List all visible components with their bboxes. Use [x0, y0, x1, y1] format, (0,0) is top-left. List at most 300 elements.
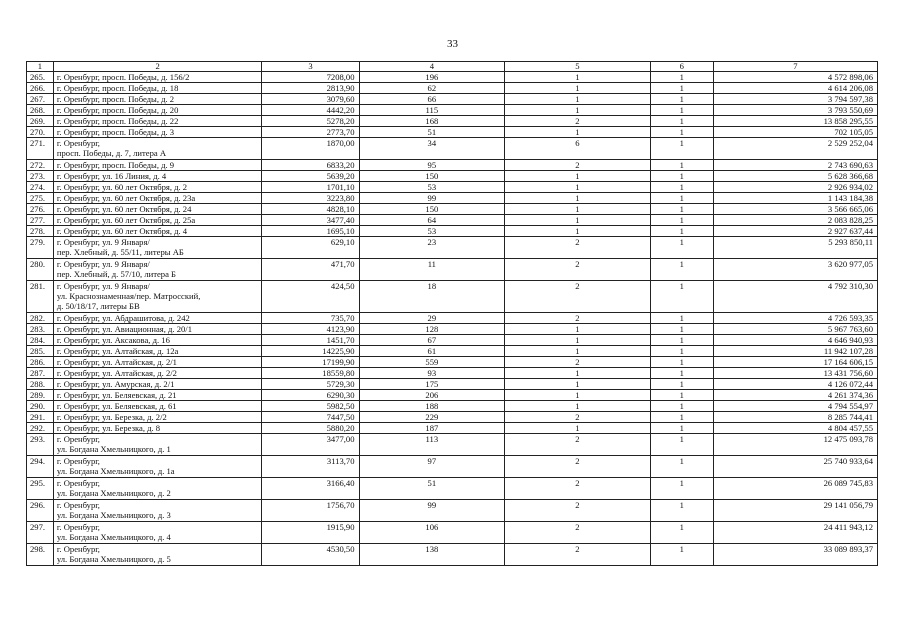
address-line: г. Оренбург,	[56, 522, 100, 532]
row-number-cell: 287.	[27, 368, 54, 379]
area-cell: 1915,90	[262, 522, 359, 544]
row-number-cell: 292.	[27, 423, 54, 434]
table-row	[27, 259, 878, 281]
column-5-cell: 2	[505, 357, 651, 368]
address-cell	[53, 72, 262, 83]
address-cell	[53, 215, 262, 226]
count-cell: 11	[359, 259, 505, 281]
area-cell: 3166,40	[262, 478, 359, 500]
row-number-cell: 279.	[27, 237, 54, 259]
address-line: г. Оренбург, просп. Победы, д. 156/2	[56, 72, 190, 82]
column-5-cell: 1	[505, 105, 651, 116]
column-number: 4	[359, 62, 505, 72]
column-5-cell: 1	[505, 401, 651, 412]
registry-table	[26, 61, 878, 566]
area-cell: 1451,70	[262, 335, 359, 346]
address-line: г. Оренбург, просп. Победы, д. 9	[56, 160, 175, 170]
column-6-cell: 1	[650, 423, 713, 434]
row-number-cell: 282.	[27, 313, 54, 324]
address-line: пер. Хлебный, д. 57/10, литера Б	[56, 269, 176, 279]
address-line: ул. Богдана Хмельницкого, д. 2	[56, 488, 171, 498]
table-row	[27, 412, 878, 423]
column-6-cell: 1	[650, 390, 713, 401]
address-line: г. Оренбург, просп. Победы, д. 2	[56, 94, 175, 104]
address-cell	[53, 522, 262, 544]
table-row	[27, 500, 878, 522]
column-5-cell: 2	[505, 313, 651, 324]
area-cell: 3113,70	[262, 456, 359, 478]
registry-table-body	[27, 62, 878, 566]
column-6-cell: 1	[650, 456, 713, 478]
table-row	[27, 127, 878, 138]
area-cell: 735,70	[262, 313, 359, 324]
address-line: г. Оренбург, ул. Алтайская, д. 2/2	[56, 368, 177, 378]
column-6-cell: 1	[650, 94, 713, 105]
column-6-cell: 1	[650, 116, 713, 127]
address-cell	[53, 138, 262, 160]
cost-cell: 1 143 184,38	[713, 193, 877, 204]
address-cell	[53, 116, 262, 127]
table-row	[27, 83, 878, 94]
table-row	[27, 116, 878, 127]
address-line: пер. Хлебный, д. 55/11, литеры АБ	[56, 247, 184, 257]
column-6-cell: 1	[650, 346, 713, 357]
count-cell: 53	[359, 182, 505, 193]
area-cell: 18559,80	[262, 368, 359, 379]
area-cell: 4530,50	[262, 544, 359, 566]
row-number-cell: 288.	[27, 379, 54, 390]
area-cell: 5880,20	[262, 423, 359, 434]
address-cell	[53, 193, 262, 204]
row-number-cell: 295.	[27, 478, 54, 500]
address-cell	[53, 83, 262, 94]
cost-cell: 11 942 107,28	[713, 346, 877, 357]
area-cell: 5729,30	[262, 379, 359, 390]
row-number-cell: 298.	[27, 544, 54, 566]
row-number-cell: 274.	[27, 182, 54, 193]
row-number-cell: 267.	[27, 94, 54, 105]
address-line: ул. Богдана Хмельницкого, д. 5	[56, 554, 171, 564]
table-row	[27, 182, 878, 193]
column-number: 5	[505, 62, 651, 72]
area-cell: 2813,90	[262, 83, 359, 94]
cost-cell: 3 620 977,05	[713, 259, 877, 281]
address-cell	[53, 237, 262, 259]
table-row	[27, 138, 878, 160]
address-line: г. Оренбург, ул. 60 лет Октября, д. 2	[56, 182, 188, 192]
count-cell: 128	[359, 324, 505, 335]
area-cell: 2773,70	[262, 127, 359, 138]
cost-cell: 4 126 072,44	[713, 379, 877, 390]
address-line: г. Оренбург, ул. 60 лет Октября, д. 4	[56, 226, 188, 236]
row-number-cell: 296.	[27, 500, 54, 522]
address-line: г. Оренбург, ул. 9 Января/	[56, 237, 150, 247]
address-line: ул. Краснознаменная/пер. Матросский,	[56, 291, 201, 301]
column-6-cell: 1	[650, 379, 713, 390]
address-cell	[53, 204, 262, 215]
address-cell	[53, 357, 262, 368]
row-number-cell: 297.	[27, 522, 54, 544]
address-cell	[53, 94, 262, 105]
table-row	[27, 434, 878, 456]
address-cell	[53, 346, 262, 357]
area-cell: 1701,10	[262, 182, 359, 193]
area-cell: 5982,50	[262, 401, 359, 412]
cost-cell: 702 105,05	[713, 127, 877, 138]
column-6-cell: 1	[650, 522, 713, 544]
column-5-cell: 2	[505, 434, 651, 456]
table-row	[27, 313, 878, 324]
cost-cell: 4 646 940,93	[713, 335, 877, 346]
column-6-cell: 1	[650, 127, 713, 138]
table-row	[27, 390, 878, 401]
count-cell: 99	[359, 500, 505, 522]
row-number-cell: 294.	[27, 456, 54, 478]
table-row	[27, 368, 878, 379]
address-cell	[53, 412, 262, 423]
column-6-cell: 1	[650, 237, 713, 259]
column-5-cell: 1	[505, 72, 651, 83]
row-number-cell: 291.	[27, 412, 54, 423]
area-cell: 424,50	[262, 281, 359, 313]
column-6-cell: 1	[650, 215, 713, 226]
cost-cell: 3 794 597,38	[713, 94, 877, 105]
cost-cell: 12 475 093,78	[713, 434, 877, 456]
column-6-cell: 1	[650, 434, 713, 456]
table-row	[27, 215, 878, 226]
address-line: просп. Победы, д. 7, литера А	[56, 148, 167, 158]
column-5-cell: 1	[505, 94, 651, 105]
column-6-cell: 1	[650, 324, 713, 335]
address-line: г. Оренбург, ул. Аксакова, д. 16	[56, 335, 170, 345]
column-5-cell: 2	[505, 116, 651, 127]
cost-cell: 4 614 206,08	[713, 83, 877, 94]
count-cell: 106	[359, 522, 505, 544]
column-6-cell: 1	[650, 182, 713, 193]
count-cell: 51	[359, 127, 505, 138]
column-6-cell: 1	[650, 105, 713, 116]
count-cell: 188	[359, 401, 505, 412]
address-cell	[53, 182, 262, 193]
column-6-cell: 1	[650, 335, 713, 346]
area-cell: 5639,20	[262, 171, 359, 182]
count-cell: 34	[359, 138, 505, 160]
address-line: г. Оренбург, ул. 60 лет Октября, д. 23а	[56, 193, 196, 203]
address-cell	[53, 390, 262, 401]
area-cell: 17199,90	[262, 357, 359, 368]
area-cell: 471,70	[262, 259, 359, 281]
cost-cell: 13 858 295,55	[713, 116, 877, 127]
column-5-cell: 1	[505, 324, 651, 335]
count-cell: 53	[359, 226, 505, 237]
column-number-row	[27, 62, 878, 72]
address-line: г. Оренбург, ул. Беляевская, д. 61	[56, 401, 177, 411]
row-number-cell: 269.	[27, 116, 54, 127]
area-cell: 3079,60	[262, 94, 359, 105]
cost-cell: 2 743 690,63	[713, 160, 877, 171]
area-cell: 6290,30	[262, 390, 359, 401]
address-line: г. Оренбург, просп. Победы, д. 22	[56, 116, 179, 126]
row-number-cell: 290.	[27, 401, 54, 412]
cost-cell: 3 566 665,06	[713, 204, 877, 215]
address-line: г. Оренбург, ул. 60 лет Октября, д. 24	[56, 204, 192, 214]
column-number: 3	[262, 62, 359, 72]
column-6-cell: 1	[650, 500, 713, 522]
count-cell: 18	[359, 281, 505, 313]
cost-cell: 3 793 550,69	[713, 105, 877, 116]
column-5-cell: 1	[505, 346, 651, 357]
column-5-cell: 1	[505, 215, 651, 226]
address-line: д. 50/18/17, литеры БВ	[56, 301, 140, 311]
address-cell	[53, 226, 262, 237]
cost-cell: 2 083 828,25	[713, 215, 877, 226]
address-cell	[53, 259, 262, 281]
row-number-cell: 286.	[27, 357, 54, 368]
count-cell: 99	[359, 193, 505, 204]
count-cell: 62	[359, 83, 505, 94]
address-cell	[53, 434, 262, 456]
cost-cell: 24 411 943,12	[713, 522, 877, 544]
address-cell	[53, 500, 262, 522]
row-number-cell: 285.	[27, 346, 54, 357]
column-6-cell: 1	[650, 259, 713, 281]
row-number-cell: 283.	[27, 324, 54, 335]
address-cell	[53, 379, 262, 390]
area-cell: 14225,90	[262, 346, 359, 357]
table-row	[27, 544, 878, 566]
area-cell: 3477,00	[262, 434, 359, 456]
column-6-cell: 1	[650, 281, 713, 313]
count-cell: 97	[359, 456, 505, 478]
column-5-cell: 1	[505, 379, 651, 390]
table-row	[27, 423, 878, 434]
cost-cell: 13 431 756,60	[713, 368, 877, 379]
count-cell: 229	[359, 412, 505, 423]
column-5-cell: 2	[505, 160, 651, 171]
count-cell: 175	[359, 379, 505, 390]
address-cell	[53, 401, 262, 412]
address-line: г. Оренбург, ул. Амурская, д. 2/1	[56, 379, 175, 389]
table-row	[27, 335, 878, 346]
count-cell: 559	[359, 357, 505, 368]
area-cell: 5278,20	[262, 116, 359, 127]
column-number: 1	[27, 62, 54, 72]
column-5-cell: 2	[505, 522, 651, 544]
address-line: г. Оренбург, ул. Беляевская, д. 21	[56, 390, 177, 400]
address-cell	[53, 171, 262, 182]
table-row	[27, 72, 878, 83]
count-cell: 66	[359, 94, 505, 105]
count-cell: 115	[359, 105, 505, 116]
address-line: ул. Богдана Хмельницкого, д. 1а	[56, 466, 175, 476]
table-row	[27, 193, 878, 204]
address-line: г. Оренбург, ул. Березка, д. 2/2	[56, 412, 167, 422]
count-cell: 67	[359, 335, 505, 346]
cost-cell: 4 804 457,55	[713, 423, 877, 434]
column-6-cell: 1	[650, 357, 713, 368]
area-cell: 629,10	[262, 237, 359, 259]
table-row	[27, 204, 878, 215]
count-cell: 61	[359, 346, 505, 357]
table-row	[27, 379, 878, 390]
cost-cell: 26 089 745,83	[713, 478, 877, 500]
address-line: ул. Богдана Хмельницкого, д. 3	[56, 510, 171, 520]
count-cell: 138	[359, 544, 505, 566]
column-5-cell: 2	[505, 456, 651, 478]
row-number-cell: 268.	[27, 105, 54, 116]
column-5-cell: 2	[505, 544, 651, 566]
table-row	[27, 522, 878, 544]
address-line: г. Оренбург, просп. Победы, д. 3	[56, 127, 175, 137]
address-cell	[53, 105, 262, 116]
count-cell: 150	[359, 204, 505, 215]
table-row	[27, 160, 878, 171]
row-number-cell: 284.	[27, 335, 54, 346]
address-line: г. Оренбург, просп. Победы, д. 18	[56, 83, 179, 93]
column-number: 7	[713, 62, 877, 72]
address-line: г. Оренбург,	[56, 478, 100, 488]
column-6-cell: 1	[650, 193, 713, 204]
address-line: г. Оренбург, просп. Победы, д. 20	[56, 105, 179, 115]
column-5-cell: 2	[505, 478, 651, 500]
cost-cell: 4 794 554,97	[713, 401, 877, 412]
column-6-cell: 1	[650, 160, 713, 171]
row-number-cell: 273.	[27, 171, 54, 182]
count-cell: 168	[359, 116, 505, 127]
column-5-cell: 2	[505, 412, 651, 423]
row-number-cell: 293.	[27, 434, 54, 456]
cost-cell: 5 293 850,11	[713, 237, 877, 259]
cost-cell: 17 164 606,15	[713, 357, 877, 368]
address-cell	[53, 456, 262, 478]
area-cell: 3477,40	[262, 215, 359, 226]
row-number-cell: 281.	[27, 281, 54, 313]
address-line: г. Оренбург, ул. 9 Января/	[56, 259, 150, 269]
address-line: г. Оренбург, ул. 9 Января/	[56, 281, 150, 291]
row-number-cell: 276.	[27, 204, 54, 215]
page-number: 33	[447, 38, 458, 50]
row-number-cell: 277.	[27, 215, 54, 226]
address-line: г. Оренбург, ул. 16 Линия, д. 4	[56, 171, 167, 181]
row-number-cell: 272.	[27, 160, 54, 171]
count-cell: 150	[359, 171, 505, 182]
address-line: г. Оренбург, ул. Абдрашитова, д. 242	[56, 313, 190, 323]
area-cell: 7447,50	[262, 412, 359, 423]
cost-cell: 5 967 763,60	[713, 324, 877, 335]
count-cell: 95	[359, 160, 505, 171]
table-row	[27, 346, 878, 357]
column-6-cell: 1	[650, 313, 713, 324]
column-5-cell: 1	[505, 368, 651, 379]
column-number: 6	[650, 62, 713, 72]
cost-cell: 2 927 637,44	[713, 226, 877, 237]
area-cell: 6833,20	[262, 160, 359, 171]
column-6-cell: 1	[650, 401, 713, 412]
address-cell	[53, 544, 262, 566]
address-cell	[53, 368, 262, 379]
row-number-cell: 265.	[27, 72, 54, 83]
column-5-cell: 1	[505, 83, 651, 94]
column-5-cell: 1	[505, 226, 651, 237]
address-line: г. Оренбург, ул. Алтайская, д. 12а	[56, 346, 179, 356]
count-cell: 196	[359, 72, 505, 83]
column-6-cell: 1	[650, 412, 713, 423]
cost-cell: 25 740 933,64	[713, 456, 877, 478]
cost-cell: 5 628 366,68	[713, 171, 877, 182]
column-5-cell: 1	[505, 193, 651, 204]
count-cell: 64	[359, 215, 505, 226]
cost-cell: 29 141 056,79	[713, 500, 877, 522]
area-cell: 1695,10	[262, 226, 359, 237]
address-cell	[53, 478, 262, 500]
address-cell	[53, 281, 262, 313]
area-cell: 4442,20	[262, 105, 359, 116]
column-5-cell: 2	[505, 259, 651, 281]
address-cell	[53, 160, 262, 171]
address-line: г. Оренбург, ул. Березка, д. 8	[56, 423, 161, 433]
column-5-cell: 2	[505, 281, 651, 313]
column-5-cell: 6	[505, 138, 651, 160]
column-5-cell: 1	[505, 182, 651, 193]
table-row	[27, 401, 878, 412]
cost-cell: 4 726 593,35	[713, 313, 877, 324]
cost-cell: 4 792 310,30	[713, 281, 877, 313]
column-6-cell: 1	[650, 171, 713, 182]
column-5-cell: 1	[505, 204, 651, 215]
count-cell: 29	[359, 313, 505, 324]
cost-cell: 2 926 934,02	[713, 182, 877, 193]
table-row	[27, 171, 878, 182]
area-cell: 1756,70	[262, 500, 359, 522]
column-6-cell: 1	[650, 83, 713, 94]
table-row	[27, 357, 878, 368]
row-number-cell: 271.	[27, 138, 54, 160]
column-6-cell: 1	[650, 138, 713, 160]
column-number: 2	[53, 62, 262, 72]
address-line: г. Оренбург,	[56, 544, 100, 554]
column-5-cell: 2	[505, 237, 651, 259]
column-5-cell: 1	[505, 127, 651, 138]
column-6-cell: 1	[650, 368, 713, 379]
area-cell: 3223,80	[262, 193, 359, 204]
row-number-cell: 270.	[27, 127, 54, 138]
row-number-cell: 278.	[27, 226, 54, 237]
cost-cell: 4 261 374,36	[713, 390, 877, 401]
address-line: г. Оренбург, ул. Алтайская, д. 2/1	[56, 357, 177, 367]
address-line: ул. Богдана Хмельницкого, д. 1	[56, 444, 171, 454]
address-line: г. Оренбург, ул. Авиационная, д. 20/1	[56, 324, 192, 334]
count-cell: 93	[359, 368, 505, 379]
column-5-cell: 1	[505, 423, 651, 434]
table-row	[27, 94, 878, 105]
table-row	[27, 324, 878, 335]
address-line: г. Оренбург, ул. 60 лет Октября, д. 25а	[56, 215, 196, 225]
column-5-cell: 1	[505, 390, 651, 401]
table-row	[27, 237, 878, 259]
count-cell: 51	[359, 478, 505, 500]
row-number-cell: 266.	[27, 83, 54, 94]
area-cell: 4123,90	[262, 324, 359, 335]
address-line: ул. Богдана Хмельницкого, д. 4	[56, 532, 171, 542]
address-cell	[53, 423, 262, 434]
count-cell: 206	[359, 390, 505, 401]
address-line: г. Оренбург,	[56, 500, 100, 510]
area-cell: 4828,10	[262, 204, 359, 215]
cost-cell: 4 572 898,06	[713, 72, 877, 83]
address-line: г. Оренбург,	[56, 456, 100, 466]
address-cell	[53, 127, 262, 138]
count-cell: 187	[359, 423, 505, 434]
